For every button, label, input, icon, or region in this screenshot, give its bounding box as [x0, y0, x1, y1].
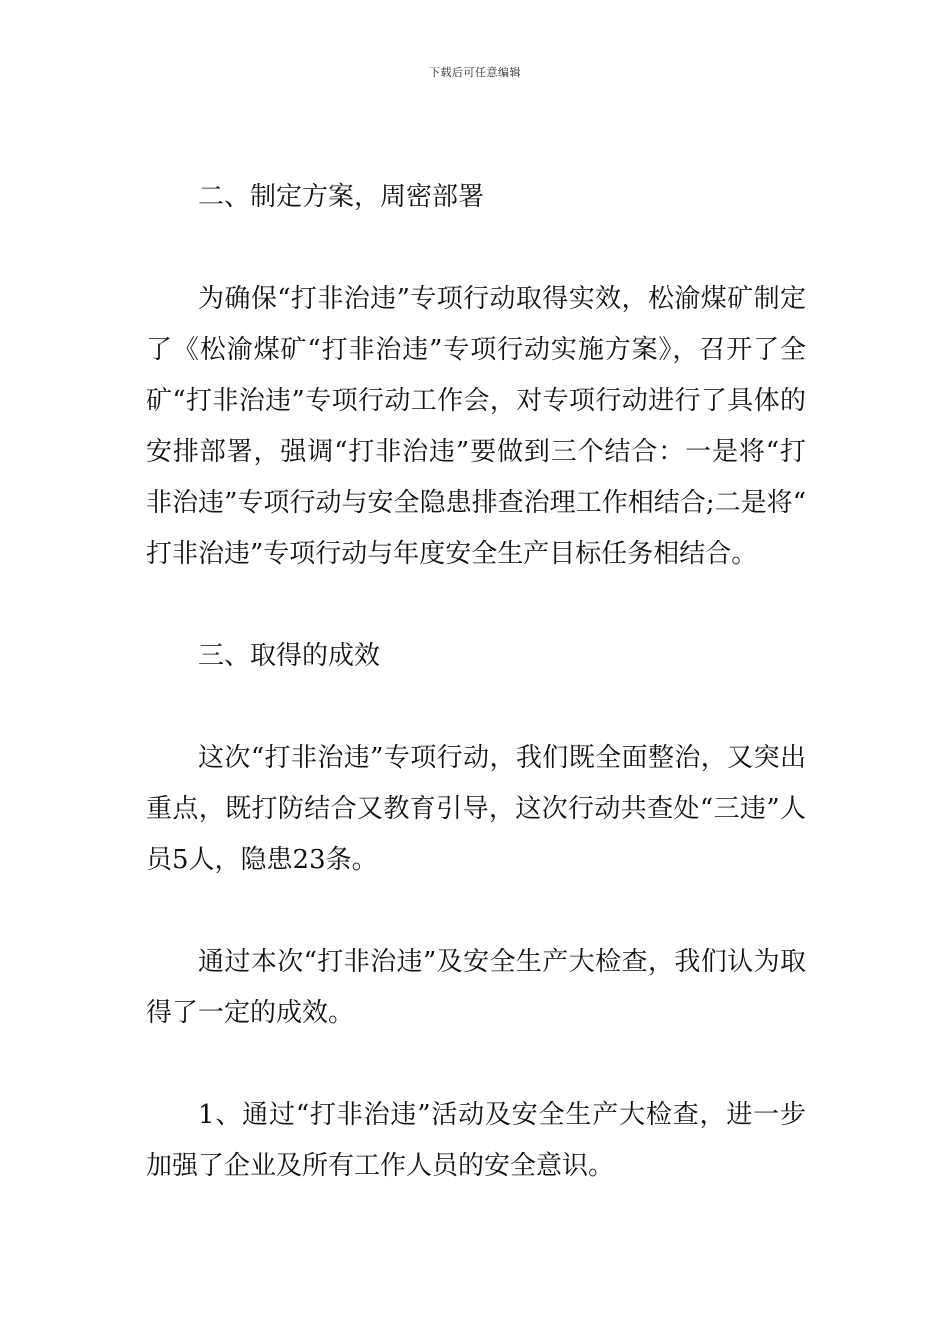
list-item-1: 1、通过“打非治违”活动及安全生产大检查，进一步加强了企业及所有工作人员的安全意识。 — [146, 1100, 806, 1181]
paragraph-gap — [146, 1039, 806, 1090]
section-heading-2: 二、制定方案，周密部署 — [198, 182, 485, 212]
section-3-paragraph-2: 通过本次“打非治违”及安全生产大检查，我们认为取得了一定的成效。 — [146, 947, 806, 1028]
section-2-paragraph: 为确保“打非治违”专项行动取得实效，松渝煤矿制定了《松渝煤矿“打非治违”专项行动实施方案》，召开了全矿“打非治违”专项行动工作会，对专项行动进行了具体的安排部署，强调“打非治违”要做到三个结合：一是将“打非治违”专项行动与安全隐患排查治理工作相结合;二是将“打非治违”专项行动与年度安全生产目标任务相结合。 — [146, 284, 806, 569]
section-heading-3: 三、取得的成效 — [198, 641, 381, 671]
section-3-paragraph-1: 这次“打非治违”专项行动，我们既全面整治，又突出重点，既打防结合又教育引导，这次行动共查处“三违”人员5人，隐患23条。 — [146, 743, 806, 875]
page-header: 下载后可任意编辑 — [429, 66, 521, 79]
paragraph-gap — [146, 682, 806, 733]
paragraph-gap — [146, 223, 806, 274]
paragraph-gap — [146, 886, 806, 937]
paragraph-gap — [146, 580, 806, 631]
document-body — [146, 172, 806, 1192]
